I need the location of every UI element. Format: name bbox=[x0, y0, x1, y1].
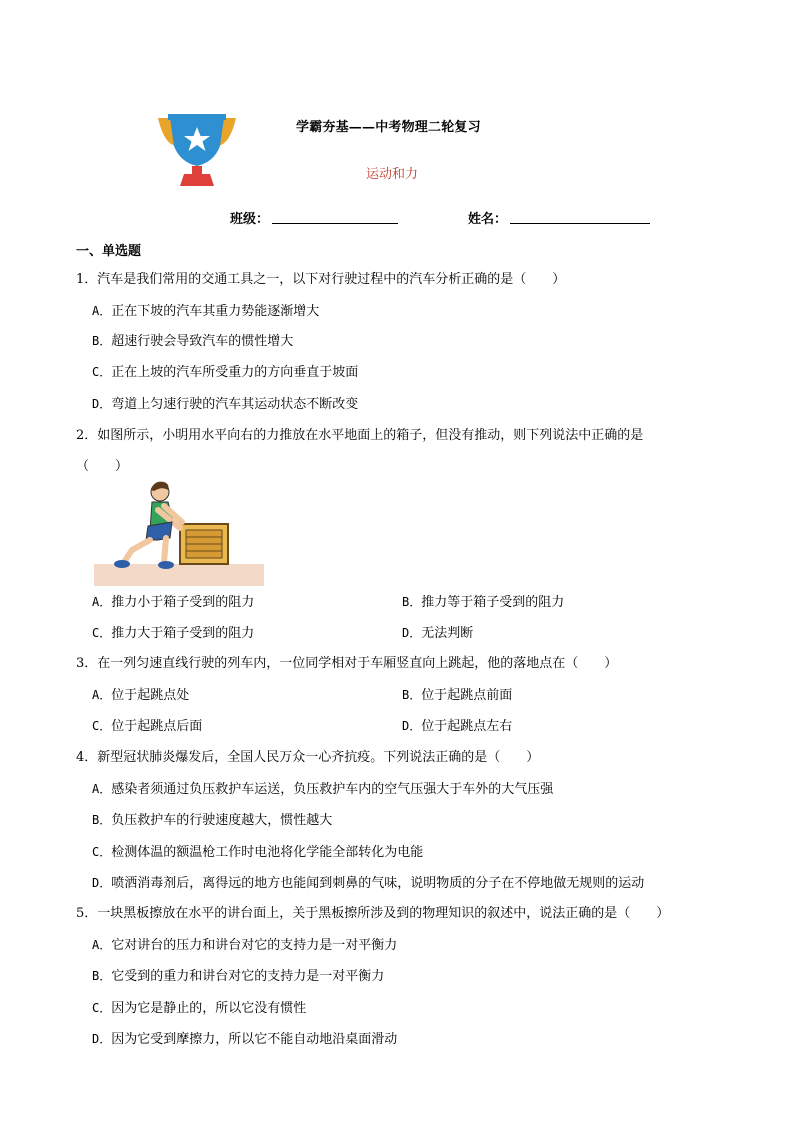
class-field[interactable] bbox=[272, 223, 398, 224]
option-5b: B．它受到的重力和讲台对它的支持力是一对平衡力 bbox=[92, 969, 385, 984]
option-3c: C．位于起跳点后面 bbox=[92, 719, 203, 734]
option-1c: C．正在上坡的汽车所受重力的方向垂直于坡面 bbox=[92, 365, 359, 380]
option-2a: A．推力小于箱子受到的阻力 bbox=[92, 595, 255, 610]
option-5a: A．它对讲台的压力和讲台对它的支持力是一对平衡力 bbox=[92, 938, 398, 953]
boy-pushing-box-illustration bbox=[94, 478, 264, 586]
option-2c: C．推力大于箱子受到的阻力 bbox=[92, 626, 255, 641]
option-4d: D．喷洒消毒剂后，离得远的地方也能闻到刺鼻的气味，说明物质的分子在不停地做无规则的运动 bbox=[92, 876, 645, 891]
option-5d: D．因为它受到摩擦力，所以它不能自动地沿桌面滑动 bbox=[92, 1032, 398, 1047]
option-3d: D．位于起跳点左右 bbox=[402, 719, 513, 734]
question-stem-2: 2．如图所示，小明用水平向右的力推放在水平地面上的箱子，但没有推动，则下列说法中正确的是 bbox=[76, 428, 644, 443]
option-3b: B．位于起跳点前面 bbox=[402, 688, 513, 703]
option-4a: A．感染者须通过负压救护车运送，负压救护车内的空气压强大于车外的大气压强 bbox=[92, 782, 554, 797]
option-1b: B．超速行驶会导致汽车的惯性增大 bbox=[92, 334, 294, 349]
option-3a: A．位于起跳点处 bbox=[92, 688, 190, 703]
question-stem-3: 3．在一列匀速直线行驶的列车内，一位同学相对于车厢竖直向上跳起，他的落地点在（ ） bbox=[76, 656, 618, 671]
option-5c: C．因为它是静止的，所以它没有惯性 bbox=[92, 1001, 307, 1016]
name-field[interactable] bbox=[510, 223, 650, 224]
trophy-logo bbox=[154, 112, 240, 188]
question-stem-5: 5．一块黑板擦放在水平的讲台面上，关于黑板擦所涉及到的物理知识的叙述中，说法正确的是（ ） bbox=[76, 906, 670, 921]
option-1d: D．弯道上匀速行驶的汽车其运动状态不断改变 bbox=[92, 397, 359, 412]
page-title: 学霸夯基——中考物理二轮复习 bbox=[296, 120, 481, 135]
option-2b: B．推力等于箱子受到的阻力 bbox=[402, 595, 565, 610]
option-1a: A．正在下坡的汽车其重力势能逐渐增大 bbox=[92, 304, 320, 319]
option-2d: D．无法判断 bbox=[402, 626, 474, 641]
section-title: 一、单选题 bbox=[76, 244, 142, 259]
option-4c: C．检测体温的额温枪工作时电池将化学能全部转化为电能 bbox=[92, 845, 424, 860]
question-stem-1: 1．汽车是我们常用的交通工具之一，以下对行驶过程中的汽车分析正确的是（ ） bbox=[76, 272, 566, 287]
page-subtitle: 运动和力 bbox=[366, 167, 419, 182]
option-4b: B．负压救护车的行驶速度越大，惯性越大 bbox=[92, 813, 333, 828]
class-label: 班级： bbox=[230, 212, 270, 227]
question-stem-4: 4．新型冠状肺炎爆发后，全国人民万众一心齐抗疫。下列说法正确的是（ ） bbox=[76, 750, 540, 765]
question-stem-2-cont: （ ） bbox=[76, 459, 129, 474]
name-label: 姓名： bbox=[468, 212, 508, 227]
